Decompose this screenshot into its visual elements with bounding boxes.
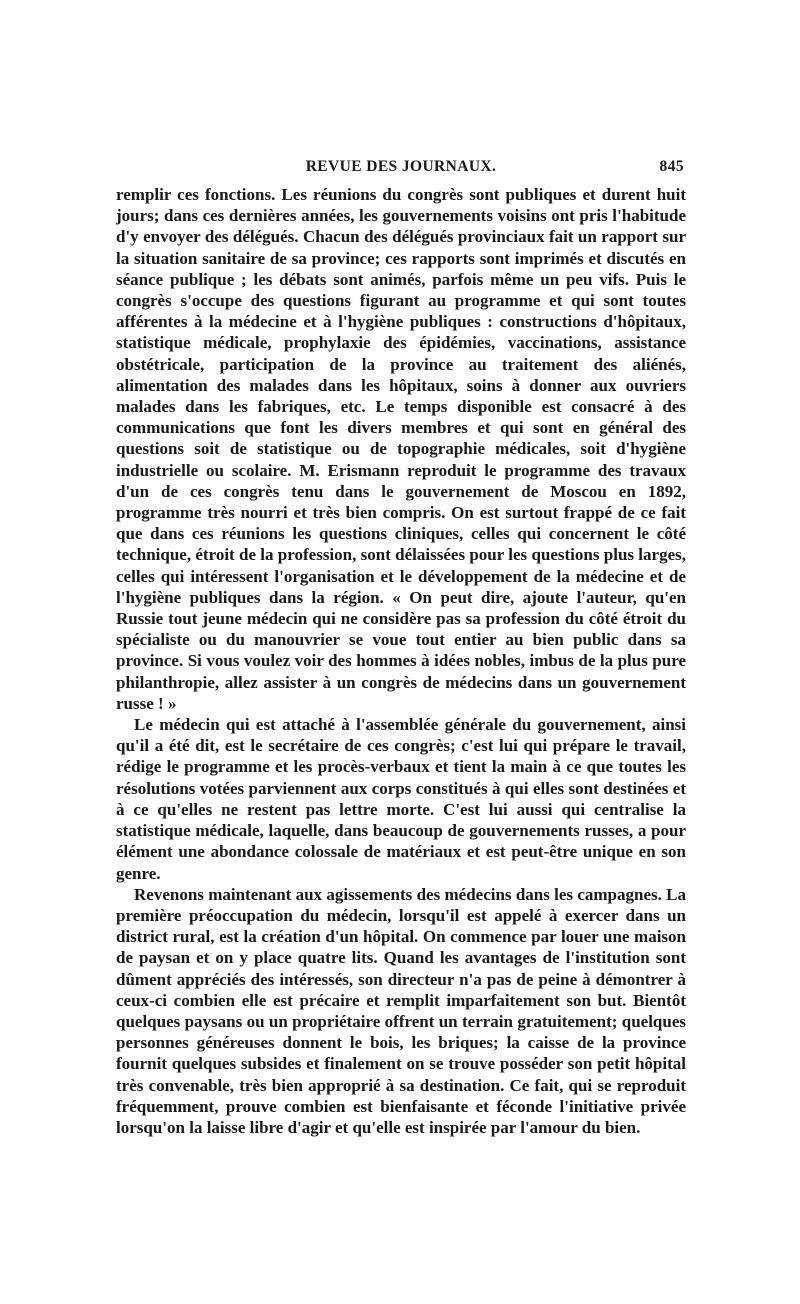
paragraph-rural-hospital: Revenons maintenant aux agissements des médecins dans les campagnes. La première préoccupation du médecin, lorsqu'il est appelé à exercer dans un district rural, est la création d'un hôpital. On commence par louer une maison de paysan et on y place quatre lits. Quand les avantages de l'institution sont dûment appréciés des intéressés, son directeur n'a pas de peine à démontrer à ceux-ci combien elle est précaire et remplit imparfaitement son but. Bientôt quelques paysans ou un propriétaire offrent un terrain gratuitement; quelques personnes généreuses donnent le bois, les briques; la caisse de la province fournit quelques subsides et finalement on se trouve posséder son petit hôpital très convenable, très bien approprié à sa destination. Ce fait, qui se reproduit fréquemment, prouve combien est bienfaisante et féconde l'initiative privée lorsqu'on la laisse libre d'agir et qu'elle est inspirée par l'amour du bien. xyxy=(116,884,686,1137)
article-body xyxy=(116,184,686,1138)
paragraph-secretary: Le médecin qui est attaché à l'assemblée générale du gouvernement, ainsi qu'il a été dit, est le secrétaire de ces congrès; c'est lui qui prépare le travail, rédige le programme et les procès-verbaux et tient la main à ce que toutes les résolutions votées parviennent aux corps constitués à qui elles sont destinées et à ce qu'elles ne restent pas lettre morte. C'est lui aussi qui centralise la statistique médicale, laquelle, dans beaucoup de gouvernements russes, a pour élément une abondance colossale de matériaux et est peut-être unique en son genre. xyxy=(116,715,686,883)
running-header xyxy=(116,158,686,184)
page-number: 845 xyxy=(659,158,684,175)
paragraph-continued: remplir ces fonctions. Les réunions du congrès sont publiques et durent huit jours; dans ces dernières années, les gouvernements voisins ont pris l'habitude d'y envoyer des délégués. Chacun des délégués provinciaux fait un rapport sur la situation sanitaire de sa province; ces rapports sont imprimés et discutés en séance publique ; les débats sont animés, parfois même un peu vifs. Puis le congrès s'occupe des questions figurant au programme et qui sont toutes afférentes à la médecine et à l'hygiène publiques : constructions d'hôpitaux, statistique médicale, prophylaxie des épidémies, vaccinations, assistance obstétricale, participation de la province au traitement des aliénés, alimentation des malades dans les hôpitaux, soins à donner aux ouvriers malades dans les fabriques, etc. Le temps disponible est consacré à des communications que font les divers membres et qui sont en général des questions soit de statistique ou de topographie médicales, soit d'hygiène industrielle ou scolaire. M. Erismann reproduit le programme des travaux d'un de ces congrès tenu dans le gouvernement de Moscou en 1892, programme très nourri et très bien compris. On est surtout frappé de ce fait que dans ces réunions les questions cliniques, celles qui concernent le côté technique, étroit de la profession, sont délaissées pour les questions plus larges, celles qui intéressent l'organisation et le développement de la médecine et de l'hygiène publiques dans la région. « On peut dire, ajoute l'auteur, qu'en Russie tout jeune médecin qui ne considère pas sa profession du côté étroit du spécialiste ou du manouvrier se voue tout entier au bien public dans sa province. Si vous voulez voir des hommes à idées nobles, imbus de la plus pure philanthropie, allez assister à un congrès de médecins dans un gouvernement russe ! » xyxy=(116,185,686,713)
journal-page xyxy=(116,158,686,1138)
running-title: REVUE DES JOURNAUX. xyxy=(305,158,497,175)
